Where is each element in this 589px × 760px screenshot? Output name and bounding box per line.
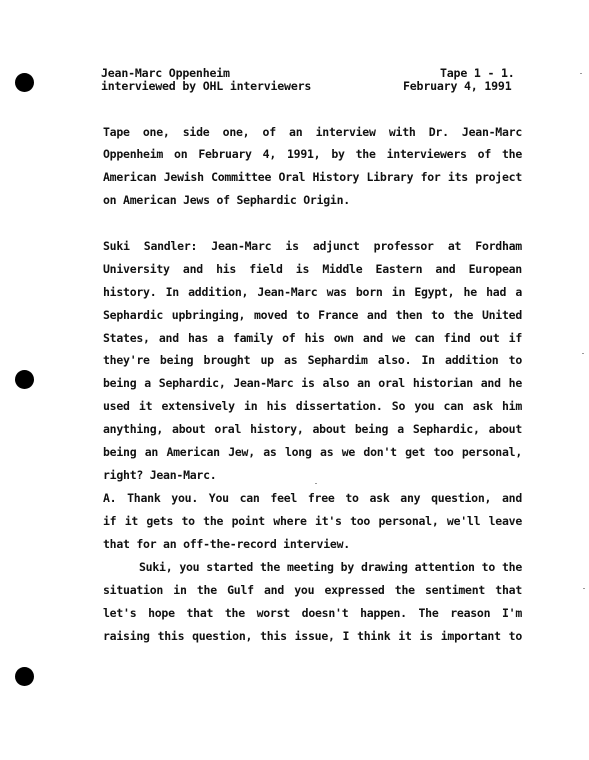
scan-speck: [582, 353, 584, 354]
body-line: let's hope that the worst doesn't happen. The reason I'm: [103, 606, 522, 620]
body-line: anything, about oral history, about being a Sephardic, about: [103, 422, 522, 436]
body-line: being a Sephardic, Jean-Marc is also an oral historian and he: [103, 376, 522, 390]
punch-hole-middle: [15, 370, 34, 389]
header-subtitle: interviewed by OHL interviewers: [101, 79, 312, 93]
body-line: Suki Sandler: Jean-Marc is adjunct professor at Fordham: [103, 239, 522, 253]
scan-speck: [583, 588, 585, 589]
body-line: A. Thank you. You can feel free to ask any question, and: [103, 491, 522, 505]
body-line: that for an off-the-record interview.: [103, 537, 350, 551]
body-line: Suki, you started the meeting by drawing attention to the: [139, 560, 522, 574]
body-line: American Jewish Committee Oral History Library for its project: [103, 170, 522, 184]
body-line: Sephardic upbringing, moved to France and then to the United: [103, 308, 522, 322]
header-date: February 4, 1991: [403, 79, 512, 93]
body-line: University and his field is Middle Eastern and European: [103, 262, 522, 276]
body-line: Oppenheim on February 4, 1991, by the interviewers of the: [103, 147, 522, 161]
punch-hole-top: [15, 73, 34, 92]
body-line: on American Jews of Sephardic Origin.: [103, 193, 350, 207]
body-line: right? Jean-Marc.: [103, 468, 217, 482]
punch-hole-bottom: [15, 667, 34, 686]
header-tape-number: Tape 1 - 1.: [440, 66, 515, 80]
scan-speck: [315, 483, 317, 484]
body-line: if it gets to the point where it's too personal, we'll leave: [103, 514, 522, 528]
body-line: situation in the Gulf and you expressed the sentiment that: [103, 583, 522, 597]
body-line: they're being brought up as Sephardim also. In addition to: [103, 353, 522, 367]
body-line: used it extensively in his dissertation. So you can ask him: [103, 399, 522, 413]
body-line: Tape one, side one, of an interview with Dr. Jean-Marc: [103, 125, 522, 139]
scan-speck: [580, 73, 582, 74]
body-line: being an American Jew, as long as we don't get too personal,: [103, 445, 522, 459]
body-line: raising this question, this issue, I think it is important to: [103, 629, 522, 643]
header-interviewee-name: Jean-Marc Oppenheim: [101, 66, 230, 80]
body-line: States, and has a family of his own and we can find out if: [103, 331, 522, 345]
body-line: history. In addition, Jean-Marc was born in Egypt, he had a: [103, 285, 522, 299]
